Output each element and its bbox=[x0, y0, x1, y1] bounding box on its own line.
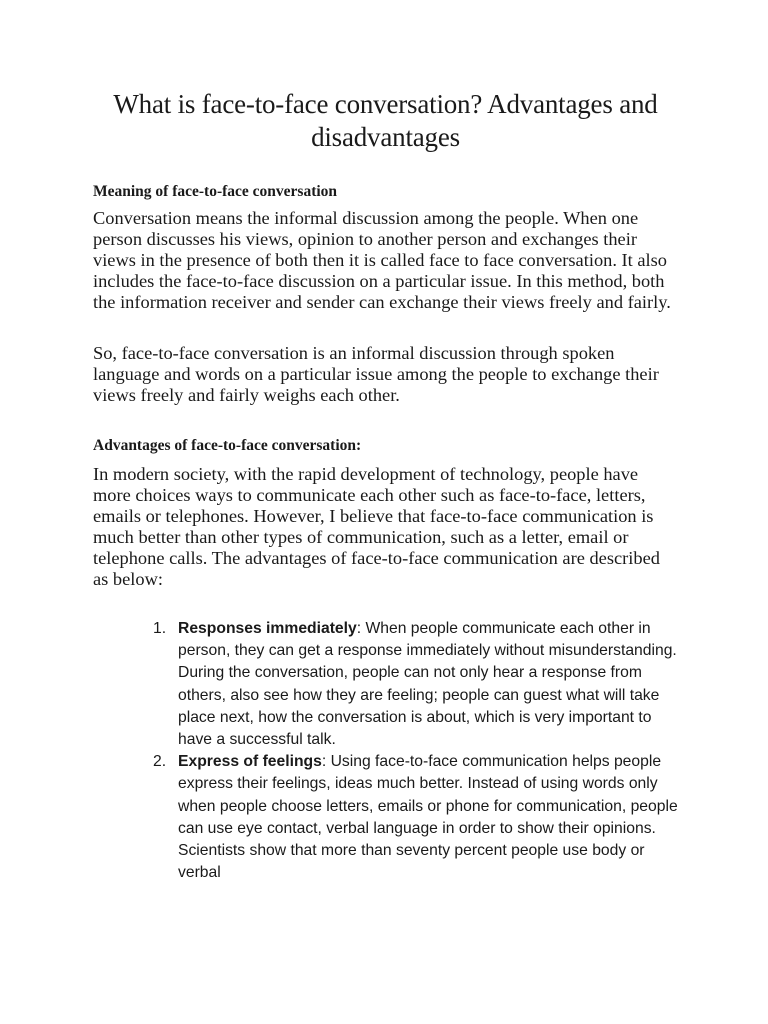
list-item-term: Responses immediately bbox=[178, 620, 357, 637]
list-item bbox=[153, 751, 678, 884]
section-heading-advantages: Advantages of face-to-face conversation: bbox=[93, 437, 362, 454]
list-item bbox=[153, 618, 678, 751]
paragraph-meaning-1: Conversation means the informal discussion among the people. When one person discusses his views, opinion to another person and exchanges their views in the presence of both then it is called face to face conversation. It also includes the face-to-face discussion on a particular issue. In this method, both the information receiver and sender can exchange their views freely and fairly. bbox=[93, 208, 671, 312]
list-item-term: Express of feelings bbox=[178, 753, 322, 771]
section-heading-meaning: Meaning of face-to-face conversation bbox=[93, 183, 338, 200]
paragraph-advantages-intro: In modern society, with the rapid development of technology, people have more choices ways to communicate each other such as face-to-face, letters, emails or telephones. However, I believe that face-to-face communication is much better than other types of communication, such as a letter, email or telephone calls. The advantages of face-to-face communication are described as below: bbox=[93, 464, 660, 589]
list-item-number: 1. bbox=[153, 620, 167, 637]
list-item-number: 2. bbox=[153, 753, 167, 771]
paragraph-meaning-2: So, face-to-face conversation is an informal discussion through spoken language and words on a particular issue among the people to exchange their views freely and fairly weighs each other. bbox=[93, 343, 659, 405]
list-item-text: : When people communicate each other in person, they can get a response immediately without misunderstanding. During the conversation, people can not only hear a response from others, also see how they are feeling; people can guest what will take place next, how the conversation is about, which is very important to have a successful talk. bbox=[178, 620, 677, 749]
advantages-list bbox=[93, 618, 678, 884]
list-item-text: : Using face-to-face communication helps people express their feelings, ideas much better. Instead of using words only when people choose letters, emails or phone for communication, people can use eye contact, verbal language in order to show their opinions. Scientists show that more than seventy percent people use body or verbal bbox=[178, 753, 678, 882]
page-title: What is face-to-face conversation? Advantages and disadvantages bbox=[113, 89, 658, 152]
